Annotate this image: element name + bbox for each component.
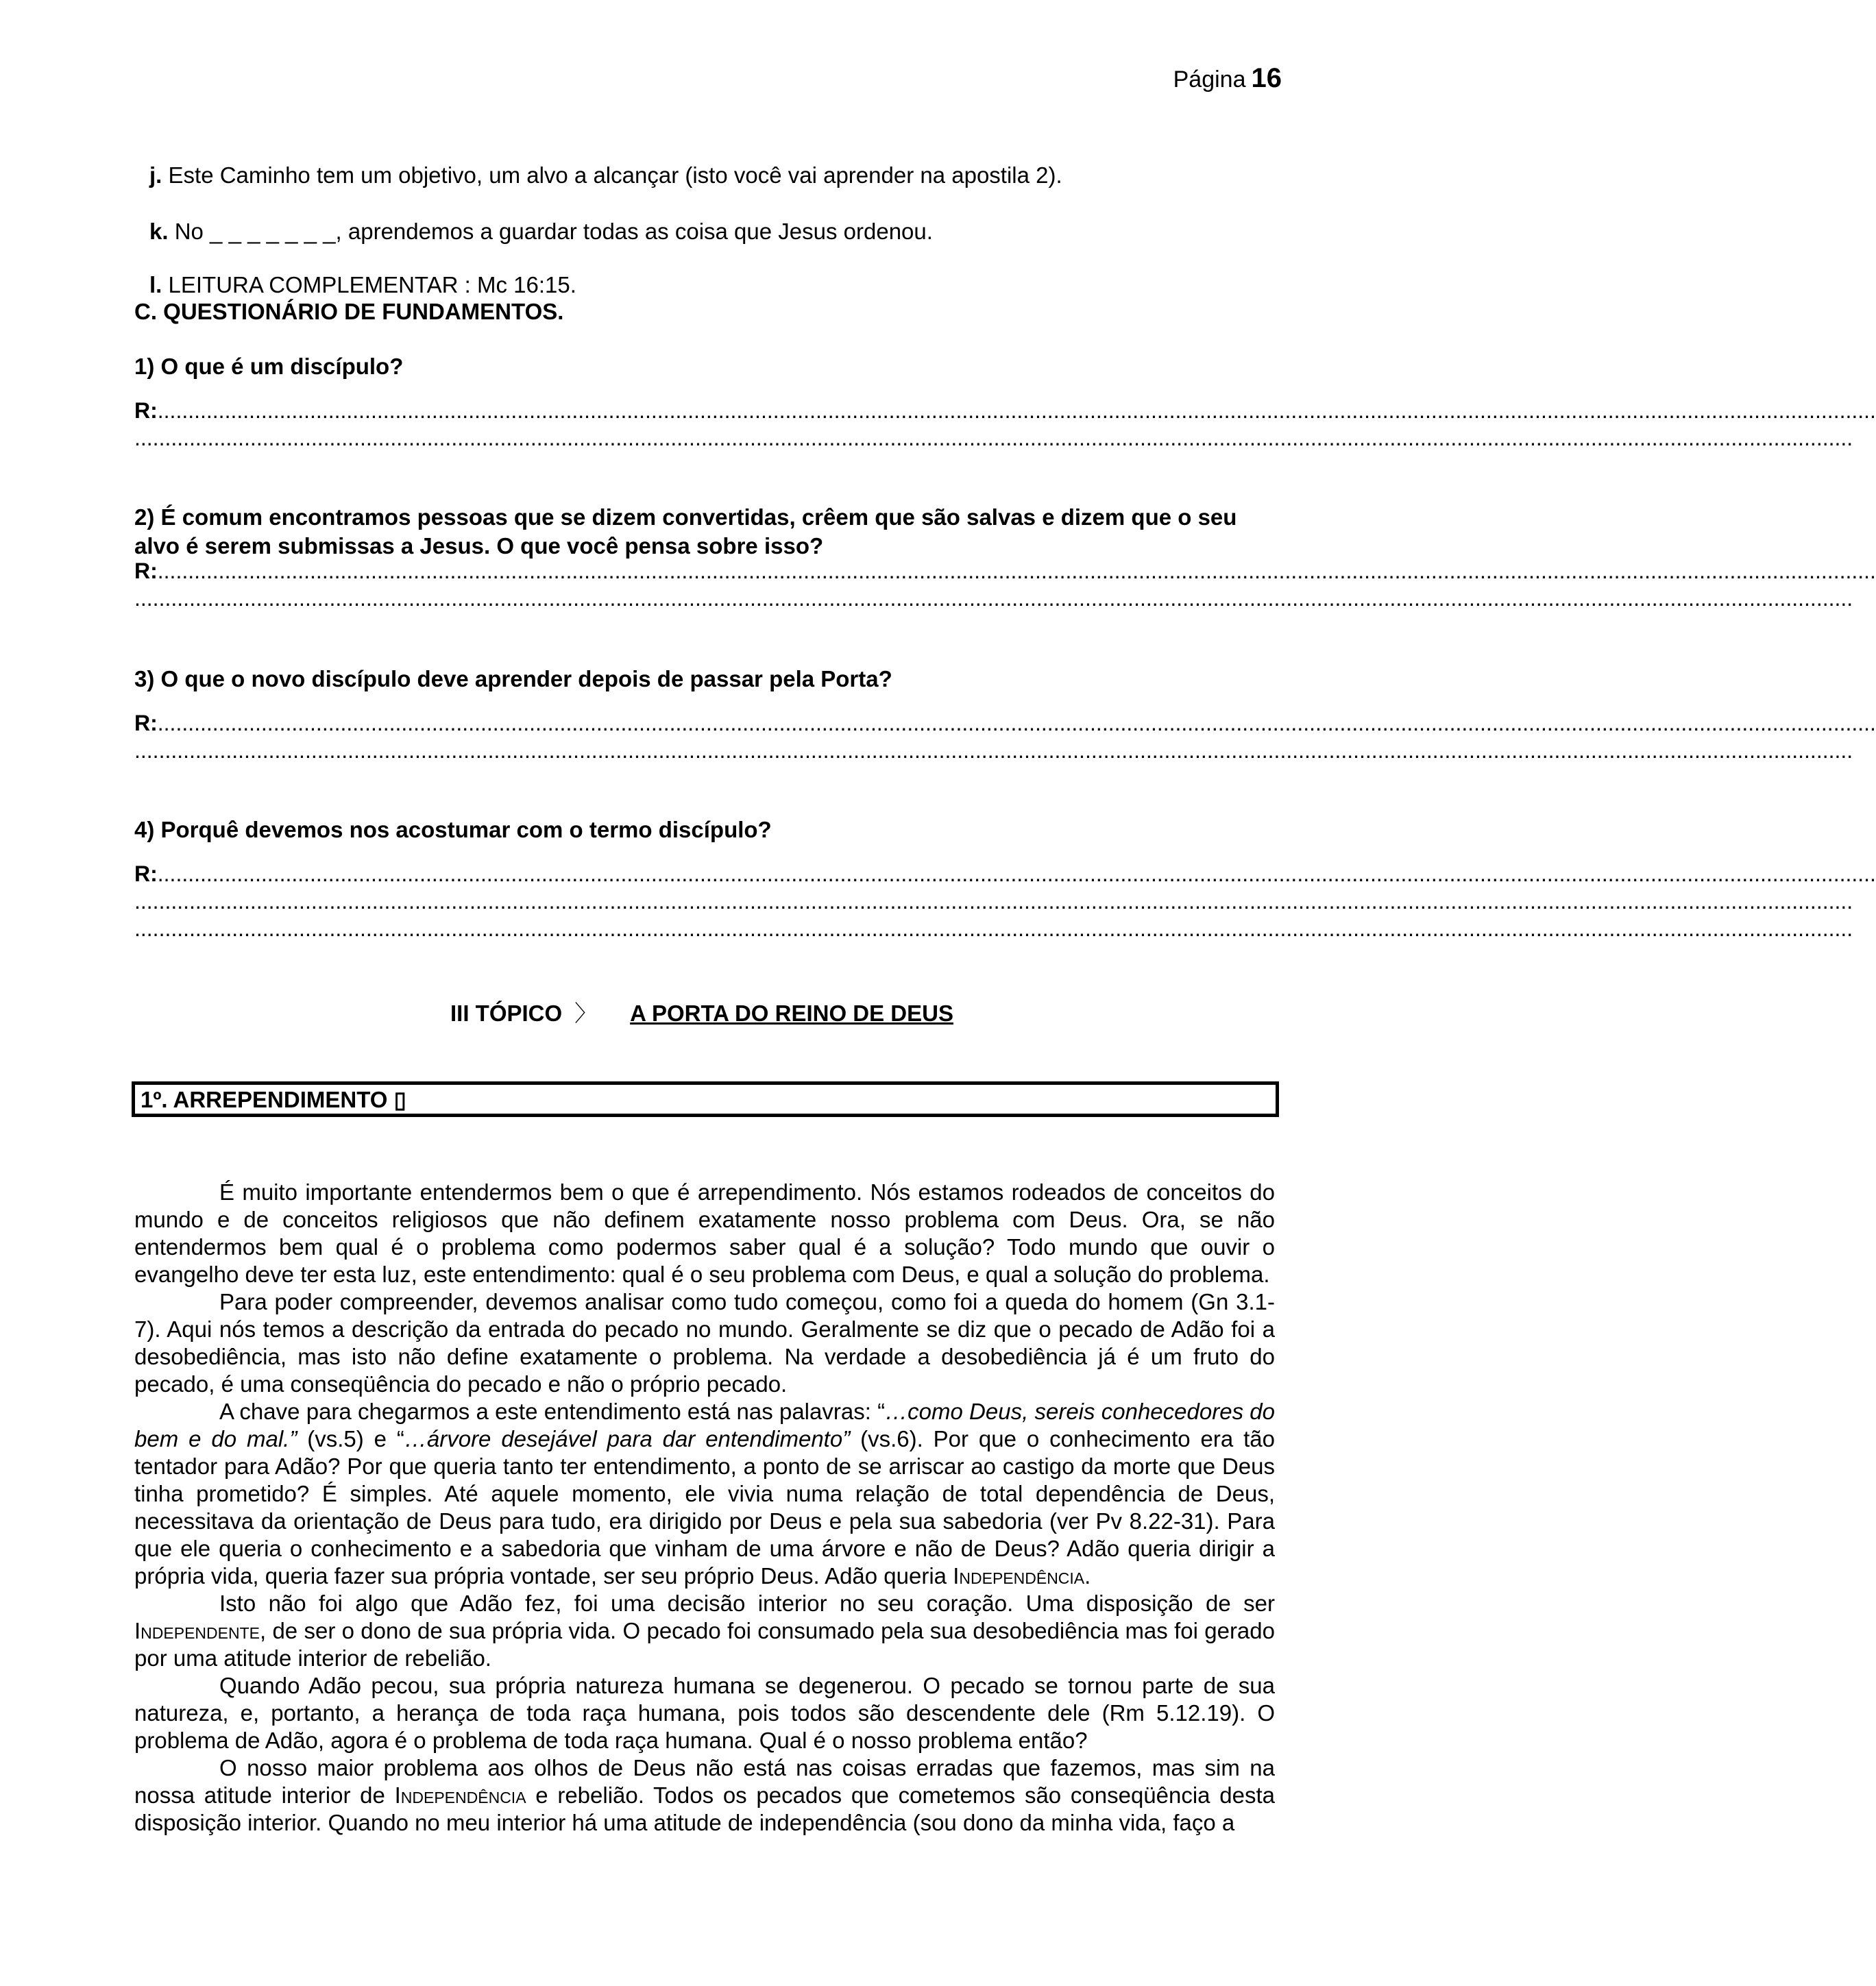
item-k-text: No _ _ _ _ _ _ _, aprendemos a guardar todas as coisa que Jesus ordenou. bbox=[168, 219, 933, 244]
p4-smallcaps: Independente bbox=[134, 1618, 260, 1643]
page-number bbox=[1173, 63, 1282, 94]
answer-line-1-2[interactable] bbox=[134, 425, 1853, 451]
paragraph-6 bbox=[134, 1754, 1275, 1837]
chevron-right-icon: 〉 bbox=[574, 1001, 598, 1026]
answer-line-3-1[interactable] bbox=[134, 710, 1876, 736]
answer-prefix: R: bbox=[134, 398, 158, 423]
section-heading-box: 1º. ARREPENDIMENTO ▯ bbox=[132, 1081, 1279, 1117]
answer-dots: .......................................................................................................................................................................................................................................................................................... bbox=[157, 398, 1876, 423]
item-l-letter: l. bbox=[149, 272, 162, 297]
item-j-letter: j. bbox=[149, 162, 162, 188]
p3-quote-2: …árvore desejável para dar entendimento” bbox=[404, 1426, 851, 1451]
paragraph-1: É muito importante entendermos bem o que é arrependimento. Nós estamos rodeados de conceitos do mundo e de conceitos religiosos que não definem exatamente nosso problema com Deus. Ora, se não entendermos bem qual é o problema como podermos saber qual é a solução? Todo mundo que ouvir o evangelho deve ter esta luz, este entendimento: qual é o seu problema com Deus, e qual a solução do problema. bbox=[134, 1179, 1275, 1287]
p4-text: , de ser o dono de sua própria vida. O pecado foi consumado pela sua desobediência mas foi gerado por uma atitude interior de rebelião. bbox=[134, 1618, 1275, 1671]
answer-prefix: R: bbox=[134, 861, 158, 886]
topic-heading bbox=[0, 996, 1404, 1028]
p3-text: . bbox=[1084, 1563, 1091, 1589]
answer-dots: .......................................................................................................................................................................................................................................................................................... bbox=[134, 889, 1853, 914]
answer-prefix: R: bbox=[134, 711, 158, 735]
answer-dots: .......................................................................................................................................................................................................................................................................................... bbox=[157, 861, 1876, 886]
answer-dots: .......................................................................................................................................................................................................................................................................................... bbox=[134, 916, 1853, 941]
p6-smallcaps: Independência bbox=[394, 1782, 526, 1808]
topic-label: III TÓPICO bbox=[450, 1001, 563, 1026]
p3-smallcaps: Independência bbox=[953, 1563, 1085, 1589]
question-2: 2) É comum encontramos pessoas que se dizem convertidas, crêem que são salvas e dizem que o seu alvo é serem submissas a Jesus. O que você pensa sobre isso? bbox=[134, 504, 1237, 559]
p3-text: (vs.6). Por que o conhecimento era tão tentador para Adão? Por que queria tanto ter entendimento, a ponto de se arriscar ao castigo da morte que Deus tinha prometido? É simples. Até aquele momento, ele vivia numa relação de total dependência de Deus, necessitava da orientação de Deus para tudo, era dirigido por Deus e pela sua sabedoria (ver Pv 8.22-31). Para que ele queria o conhecimento e a sabedoria que vinham de uma árvore e não de Deus? Adão queria dirigir a própria vida, queria fazer sua própria vontade, ser seu próprio Deus. Adão queria bbox=[134, 1426, 1275, 1589]
p3-quote-1: …como Deus, sereis conhecedores do bem e do mal.” bbox=[134, 1399, 1276, 1451]
paragraph-3 bbox=[134, 1398, 1275, 1590]
page-label: Página bbox=[1173, 66, 1246, 93]
body-text bbox=[134, 1179, 1275, 1837]
item-j bbox=[149, 162, 1062, 189]
page-number-value: 16 bbox=[1251, 63, 1282, 93]
answer-dots: .......................................................................................................................................................................................................................................................................................... bbox=[157, 711, 1876, 735]
answer-line-4-1[interactable] bbox=[134, 861, 1876, 887]
p4-text: Isto não foi algo que Adão fez, foi uma decisão interior no seu coração. Uma disposição de ser bbox=[219, 1591, 1275, 1616]
p6-text: O nosso maior problema aos olhos de Deus não está nas coisas erradas que fazemos, mas sim na nossa atitude interior de bbox=[134, 1755, 1275, 1808]
paragraph-2: Para poder compreender, devemos analisar como tudo começou, como foi a queda do homem (Gn 3.1-7). Aqui nós temos a descrição da entrada do pecado no mundo. Geralmente se diz que o pecado de Adão foi a desobediência, mas isto não define exatamente o problema. Na verdade a desobediência já é um fruto do pecado, é uma conseqüência do pecado e não o próprio pecado. bbox=[134, 1289, 1275, 1397]
question-3: 3) O que o novo discípulo deve aprender depois de passar pela Porta? bbox=[134, 666, 892, 691]
item-k bbox=[149, 218, 933, 245]
question-1: 1) O que é um discípulo? bbox=[134, 354, 404, 379]
p6-text: e rebelião. Todos os pecados que cometemos são conseqüência desta disposição interior. Quando no meu interior há uma atitude de independência (sou dono da minha vida, faço a bbox=[134, 1782, 1275, 1835]
answer-line-4-3[interactable] bbox=[134, 916, 1853, 942]
answer-line-2-2[interactable] bbox=[134, 585, 1853, 611]
answer-dots: .......................................................................................................................................................................................................................................................................................... bbox=[134, 586, 1853, 611]
section-c-title: C. QUESTIONÁRIO DE FUNDAMENTOS. bbox=[134, 299, 564, 324]
item-j-text: Este Caminho tem um objetivo, um alvo a alcançar (isto você vai aprender na apostila 2). bbox=[162, 162, 1062, 188]
answer-line-4-2[interactable] bbox=[134, 888, 1853, 914]
paragraph-4 bbox=[134, 1590, 1275, 1672]
answer-prefix: R: bbox=[134, 559, 158, 583]
item-l-text: LEITURA COMPLEMENTAR : Mc 16:15. bbox=[162, 272, 576, 297]
p3-text: A chave para chegarmos a este entendimento está nas palavras: “ bbox=[219, 1399, 886, 1424]
topic-title: A PORTA DO REINO DE DEUS bbox=[630, 1001, 953, 1026]
answer-line-1-1[interactable] bbox=[134, 397, 1876, 424]
paragraph-5: Quando Adão pecou, sua própria natureza humana se degenerou. O pecado se tornou parte de sua natureza, e, portanto, a herança de toda raça humana, pois todos são descendente dele (Rm 5.12.19). O problema de Adão, agora é o problema de toda raça humana. Qual é o nosso problema então? bbox=[134, 1673, 1275, 1753]
answer-line-3-2[interactable] bbox=[134, 737, 1853, 763]
answer-dots: .......................................................................................................................................................................................................................................................................................... bbox=[157, 559, 1876, 583]
question-4: 4) Porquê devemos nos acostumar com o termo discípulo? bbox=[134, 817, 772, 842]
answer-dots: .......................................................................................................................................................................................................................................................................................... bbox=[134, 738, 1853, 763]
answer-dots: .......................................................................................................................................................................................................................................................................................... bbox=[134, 426, 1853, 450]
item-l bbox=[149, 271, 576, 299]
answer-line-2-1[interactable] bbox=[134, 558, 1876, 584]
p3-text: (vs.5) e “ bbox=[297, 1426, 404, 1451]
item-k-letter: k. bbox=[149, 219, 169, 244]
